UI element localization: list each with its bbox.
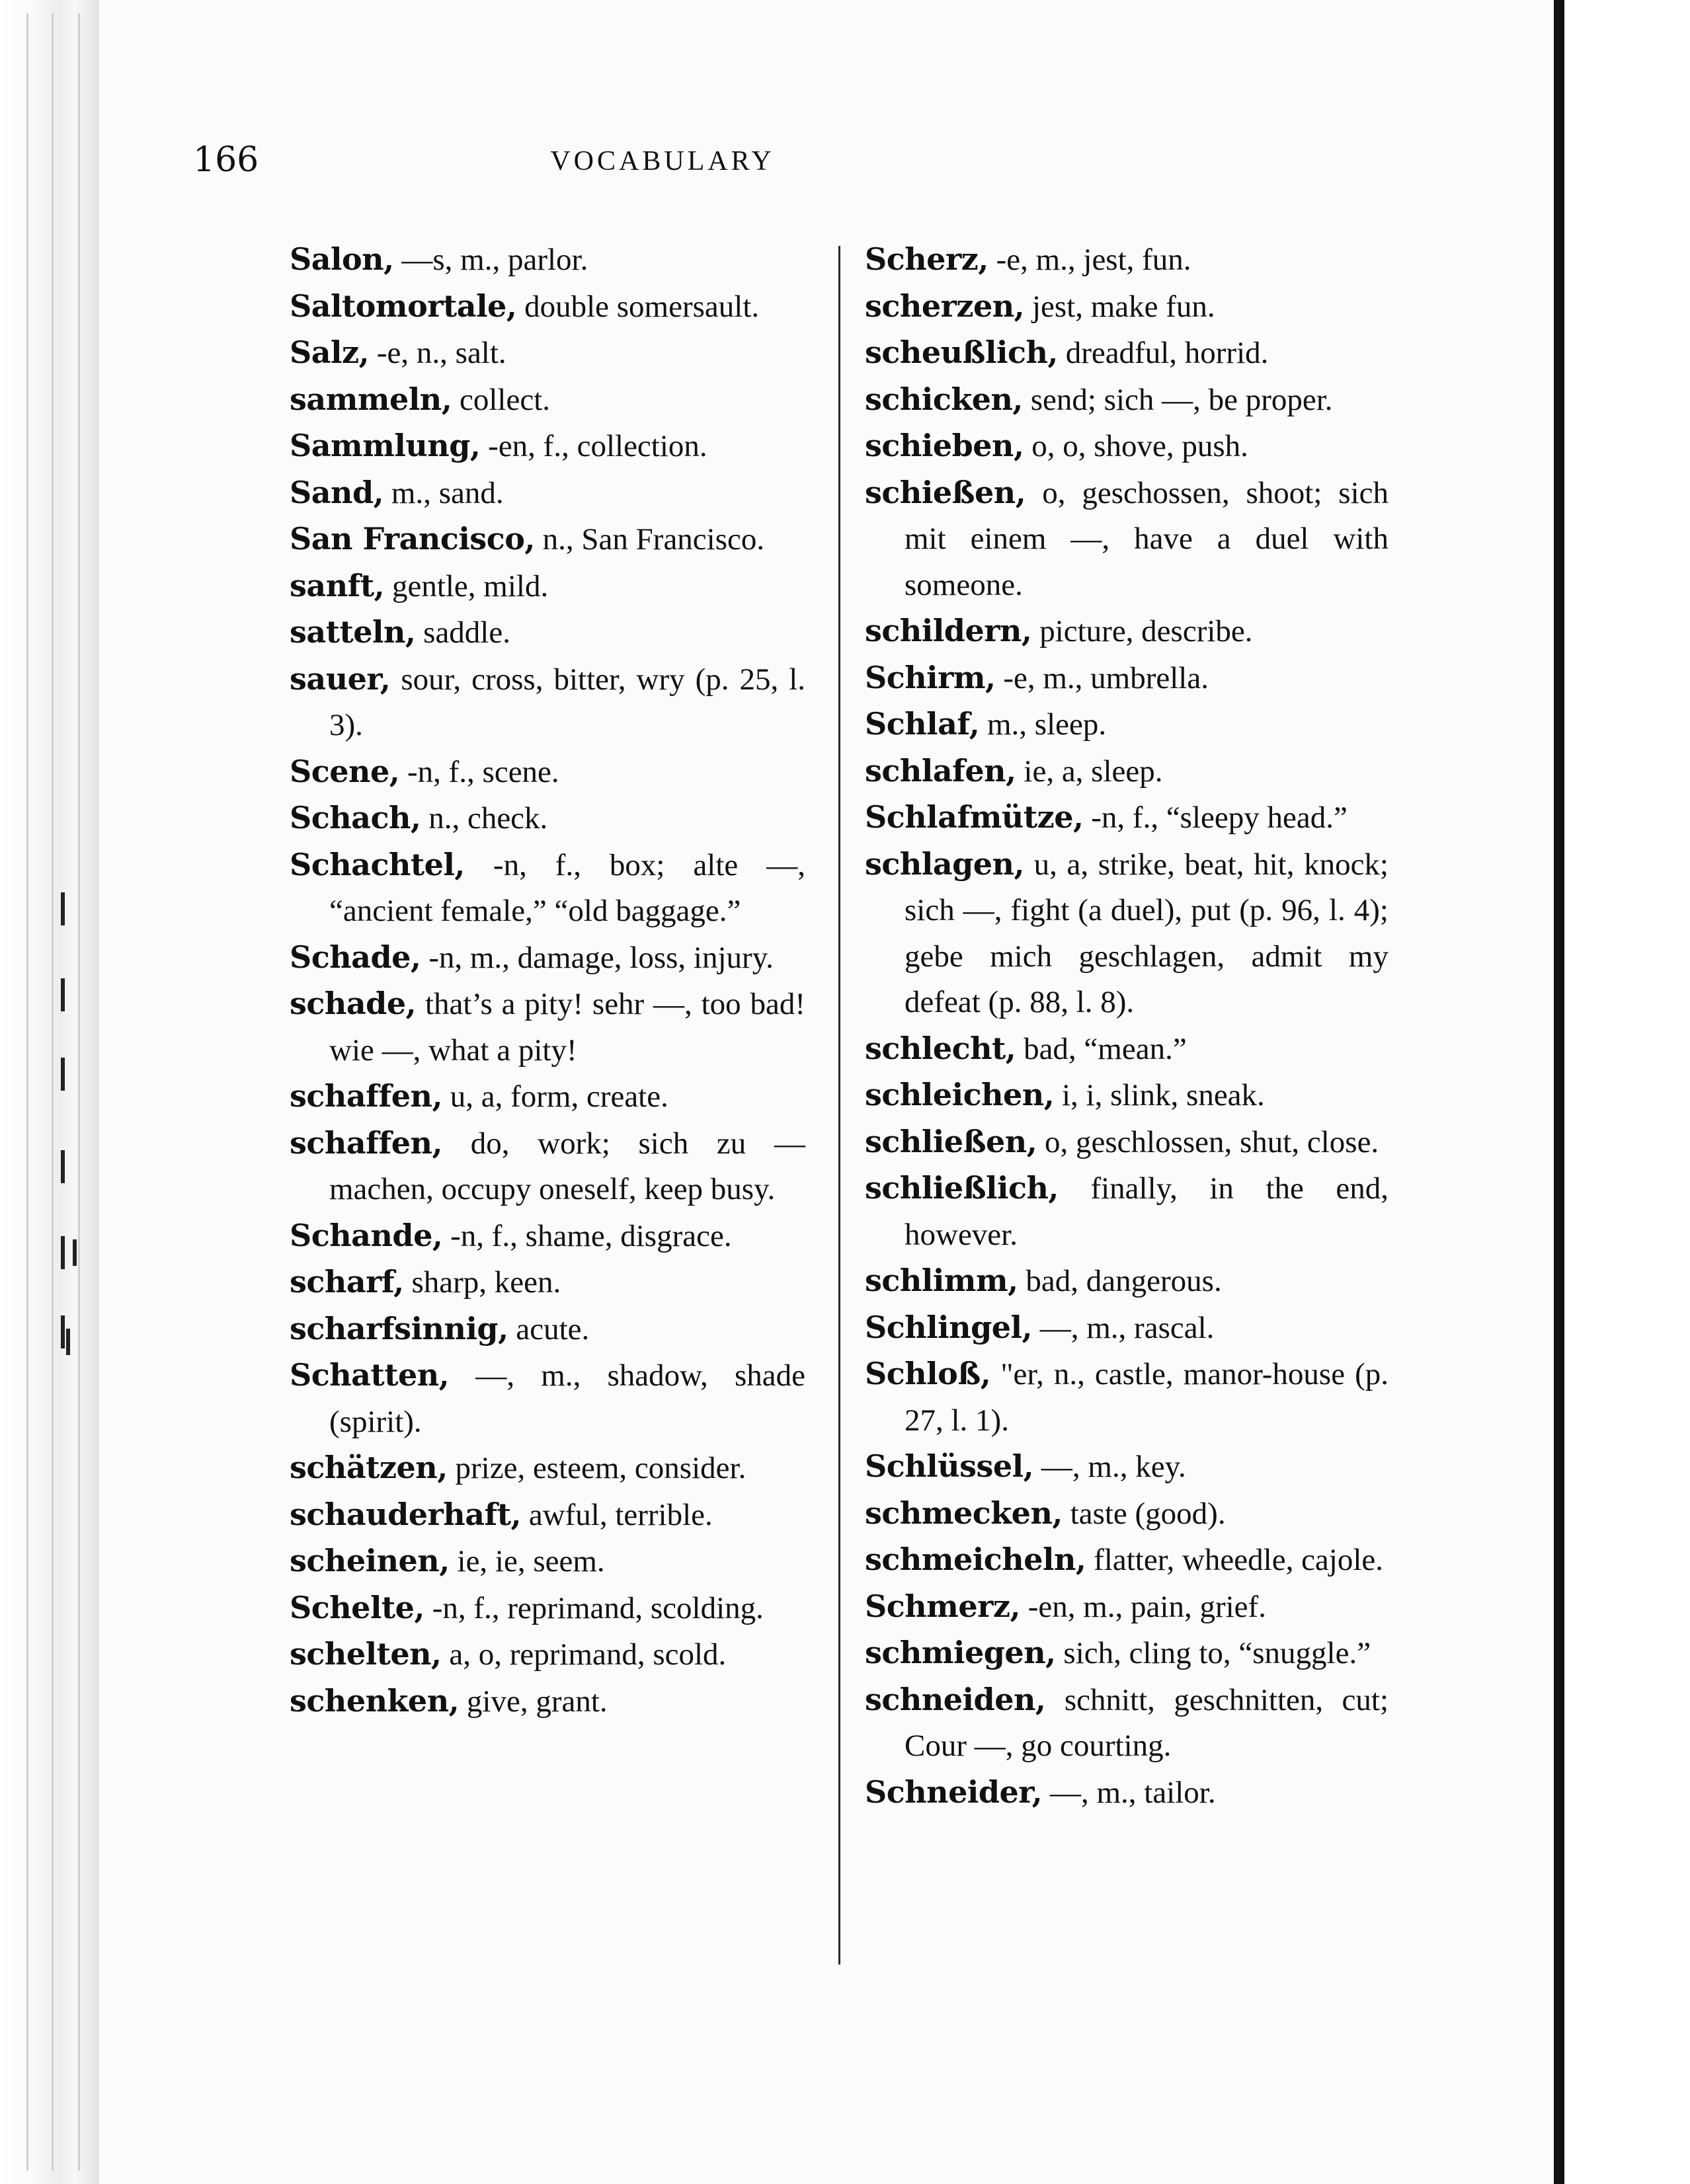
vocabulary-entry	[290, 656, 805, 749]
entry-gloss: prize, esteem, consider.	[455, 1451, 746, 1485]
entry-headword: schmeicheln,	[865, 1541, 1086, 1577]
entry-gloss: -en, m., pain, grief.	[1027, 1589, 1266, 1624]
entry-headword: schmecken,	[865, 1495, 1063, 1531]
entry-gloss: -n, f., shame, disgrace.	[450, 1218, 732, 1253]
entry-headword: sanft,	[290, 567, 385, 604]
entry-headword: scharfsinnig,	[290, 1310, 508, 1346]
vocabulary-entry	[865, 1630, 1388, 1677]
entry-headword: Scene,	[290, 753, 400, 789]
entry-headword: Schloß,	[865, 1356, 991, 1391]
vocabulary-entry	[290, 609, 805, 656]
entry-gloss: -e, m., umbrella.	[1003, 660, 1209, 695]
vocabulary-entry	[865, 1444, 1388, 1491]
entry-headword: schneiden,	[865, 1681, 1046, 1717]
entry-gloss: bad, dangerous.	[1026, 1264, 1222, 1298]
entry-headword: Sammlung,	[290, 428, 481, 463]
entry-headword: scharf,	[290, 1264, 404, 1300]
vocabulary-entry	[865, 377, 1388, 424]
entry-gloss: -n, f., reprimand, scolding.	[432, 1590, 764, 1625]
entry-gloss: ie, a, sleep.	[1024, 754, 1163, 789]
vocabulary-entry	[865, 1119, 1388, 1166]
entry-gloss: finally, in the end, however.	[905, 1171, 1388, 1252]
entry-gloss: -n, f., “sleepy head.”	[1091, 800, 1348, 835]
vocabulary-entry	[290, 1120, 805, 1213]
entry-headword: sammeln,	[290, 381, 452, 417]
vocabulary-entry	[865, 655, 1388, 702]
entry-headword: schlimm,	[865, 1263, 1018, 1298]
entry-gloss: -e, n., salt.	[376, 336, 506, 370]
entry-gloss: flatter, wheedle, cajole.	[1094, 1543, 1384, 1577]
vocabulary-entry	[865, 237, 1388, 284]
entry-gloss: sharp, keen.	[411, 1265, 561, 1300]
entry-gloss: that’s a pity! sehr —, too bad! wie —, what a pity!	[329, 987, 806, 1068]
vocabulary-column-right	[865, 237, 1388, 1816]
entry-headword: schließlich,	[865, 1170, 1059, 1206]
entry-gloss: n., San Francisco.	[542, 522, 765, 557]
vocabulary-column-left	[290, 237, 805, 1725]
vocabulary-entry	[290, 935, 805, 982]
vocabulary-entry	[290, 1213, 805, 1260]
vocabulary-entry	[290, 1538, 805, 1585]
entry-headword: Saltomortale,	[290, 288, 517, 324]
vocabulary-entry	[290, 1585, 805, 1632]
vocabulary-entry	[290, 237, 805, 284]
vocabulary-entry	[865, 1491, 1388, 1538]
entry-gloss: taste (good).	[1070, 1496, 1226, 1531]
entry-gloss: m., sleep.	[987, 707, 1107, 742]
vocabulary-entry	[290, 795, 805, 842]
entry-headword: Scherz,	[865, 241, 988, 277]
entry-headword: Salon,	[290, 241, 394, 277]
entry-gloss: u, a, form, create.	[450, 1079, 668, 1114]
vocabulary-entry	[865, 1770, 1388, 1816]
vocabulary-entry	[290, 423, 805, 470]
facing-page-edge	[1564, 0, 1690, 2184]
entry-gloss: a, o, reprimand, scold.	[449, 1637, 727, 1672]
entry-gloss: gentle, mild.	[391, 568, 549, 604]
entry-gloss: schnitt, geschnitten, cut; Cour —, go courting.	[905, 1682, 1388, 1763]
entry-headword: sauer,	[290, 660, 391, 697]
entry-headword: Schlaf,	[865, 706, 980, 742]
entry-headword: Schmerz,	[865, 1588, 1020, 1624]
entry-gloss: give, grant.	[466, 1684, 608, 1719]
entry-gloss: -n, f., scene.	[407, 754, 559, 789]
vocabulary-entry	[865, 1072, 1388, 1119]
entry-headword: Schelte,	[290, 1589, 424, 1625]
vocabulary-entry	[290, 1306, 805, 1353]
entry-gloss: i, i, slink, sneak.	[1062, 1078, 1265, 1112]
page-header	[193, 140, 1000, 186]
vocabulary-entry	[290, 842, 805, 935]
entry-headword: schauderhaft,	[290, 1496, 522, 1532]
entry-gloss: awful, terrible.	[528, 1497, 713, 1532]
vocabulary-entry	[865, 423, 1388, 470]
entry-headword: Schlüssel,	[865, 1448, 1034, 1484]
vocabulary-entry	[290, 516, 805, 563]
vocabulary-entry	[290, 284, 805, 331]
entry-headword: schätzen,	[290, 1450, 448, 1485]
entry-headword: Schachtel,	[290, 846, 465, 882]
vocabulary-entry	[865, 701, 1388, 748]
entry-headword: schieben,	[865, 428, 1024, 463]
vocabulary-entry	[865, 608, 1388, 655]
entry-gloss: m., sand.	[391, 475, 504, 510]
entry-gloss: sour, cross, bitter, wry (p. 25, l. 3).	[329, 662, 806, 742]
entry-headword: Schande,	[290, 1217, 443, 1253]
entry-headword: scheußlich,	[865, 334, 1058, 370]
vocabulary-entry	[865, 1537, 1388, 1584]
entry-headword: schlecht,	[865, 1030, 1016, 1066]
vocabulary-entry	[865, 1305, 1388, 1352]
entry-gloss: —s, m., parlor.	[401, 243, 588, 277]
entry-headword: schaffen,	[290, 1078, 442, 1114]
entry-headword: schlagen,	[865, 845, 1025, 882]
entry-gloss: o, geschossen, shoot; sich mit einem —, have a duel with someone.	[905, 475, 1389, 602]
entry-headword: scheinen,	[290, 1543, 450, 1579]
entry-headword: Sand,	[290, 474, 384, 510]
entry-gloss: o, o, shove, push.	[1031, 429, 1248, 463]
vocabulary-entry	[290, 1073, 805, 1120]
entry-headword: Schade,	[290, 939, 421, 975]
vocabulary-entry	[290, 1352, 805, 1445]
running-head: VOCABULARY	[550, 146, 775, 176]
vocabulary-entry	[865, 1165, 1388, 1258]
vocabulary-entry	[290, 1678, 805, 1725]
entry-headword: schelten,	[290, 1636, 442, 1672]
vocabulary-entry	[865, 1584, 1388, 1631]
entry-gloss: -e, m., jest, fun.	[996, 243, 1191, 277]
column-divider	[838, 246, 840, 1965]
entry-gloss: collect.	[460, 382, 551, 417]
entry-headword: satteln,	[290, 614, 416, 650]
entry-gloss: do, work; sich zu — machen, occupy oneself, keep busy.	[329, 1126, 805, 1206]
vocabulary-entry	[865, 748, 1388, 795]
entry-headword: schließen,	[865, 1123, 1037, 1159]
vocabulary-entry	[865, 470, 1388, 609]
entry-headword: Schatten,	[290, 1357, 450, 1393]
vocabulary-entry	[865, 795, 1388, 841]
vocabulary-entry	[290, 1259, 805, 1306]
vocabulary-entry	[290, 1492, 805, 1539]
entry-gloss: saddle.	[423, 615, 510, 650]
entry-headword: Schirm,	[865, 659, 996, 695]
vocabulary-entry	[865, 1351, 1388, 1444]
entry-gloss: —, m., shadow, shade (spirit).	[329, 1358, 805, 1439]
entry-headword: schießen,	[865, 474, 1026, 510]
entry-headword: schenken,	[290, 1682, 460, 1719]
vocabulary-entry	[290, 981, 805, 1073]
entry-gloss: n., check.	[428, 801, 548, 836]
entry-gloss: bad, “mean.”	[1024, 1031, 1187, 1066]
entry-gloss: double somersault.	[524, 289, 760, 324]
entry-gloss: "er, n., castle, manor-house (p. 27, l. 1).	[905, 1357, 1389, 1438]
entry-headword: schicken,	[865, 381, 1023, 417]
vocabulary-entry	[290, 470, 805, 517]
entry-headword: schleichen,	[865, 1077, 1055, 1112]
entry-gloss: sich, cling to, “snuggle.”	[1063, 1636, 1371, 1670]
entry-headword: San Francisco,	[290, 521, 535, 557]
entry-gloss: o, geschlossen, shut, close.	[1045, 1124, 1379, 1159]
vocabulary-entry	[865, 1258, 1388, 1305]
vocabulary-entry	[290, 330, 805, 377]
book-spine-edges	[0, 0, 99, 2184]
entry-gloss: -n, f., box; alte —, “ancient female,” “old baggage.”	[329, 847, 806, 928]
vocabulary-entry	[290, 1445, 805, 1492]
entry-gloss: jest, make fun.	[1031, 289, 1215, 324]
page-number: 166	[193, 140, 259, 180]
vocabulary-entry	[865, 841, 1388, 1026]
entry-gloss: u, a, strike, beat, hit, knock; sich —, fight (a duel), put (p. 96, l. 4); gebe mich geschlagen, admit my defeat (p. 88, l. 8).	[905, 847, 1388, 1019]
entry-headword: Schlingel,	[865, 1309, 1032, 1345]
entry-gloss: acute.	[516, 1311, 590, 1346]
vocabulary-entry	[865, 1026, 1388, 1073]
vocabulary-entry	[865, 284, 1388, 331]
vocabulary-entry	[290, 1631, 805, 1678]
entry-gloss: —, m., rascal.	[1039, 1310, 1215, 1345]
entry-headword: Schach,	[290, 800, 421, 836]
vocabulary-entry	[865, 330, 1388, 377]
entry-gloss: picture, describe.	[1039, 614, 1253, 648]
entry-headword: schaffen,	[290, 1124, 442, 1161]
entry-headword: Salz,	[290, 334, 370, 370]
entry-gloss: -en, f., collection.	[488, 429, 707, 463]
entry-headword: Schneider,	[865, 1774, 1043, 1810]
entry-headword: scherzen,	[865, 288, 1025, 324]
entry-gloss: ie, ie, seem.	[457, 1544, 605, 1579]
entry-gloss: dreadful, horrid.	[1065, 336, 1269, 370]
vocabulary-entry	[290, 377, 805, 424]
entry-gloss: -n, m., damage, loss, injury.	[428, 940, 774, 975]
entry-gloss: —, m., tailor.	[1049, 1775, 1216, 1810]
entry-headword: schade,	[290, 986, 417, 1021]
vocabulary-entry	[290, 749, 805, 796]
entry-headword: Schlafmütze,	[865, 799, 1084, 835]
vocabulary-entry	[865, 1677, 1388, 1770]
vocabulary-entry	[290, 563, 805, 610]
entry-gloss: —, m., key.	[1041, 1450, 1186, 1484]
entry-headword: schmiegen,	[865, 1635, 1056, 1670]
entry-headword: schlafen,	[865, 752, 1016, 789]
entry-gloss: send; sich —, be proper.	[1030, 382, 1333, 417]
entry-headword: schildern,	[865, 613, 1032, 648]
